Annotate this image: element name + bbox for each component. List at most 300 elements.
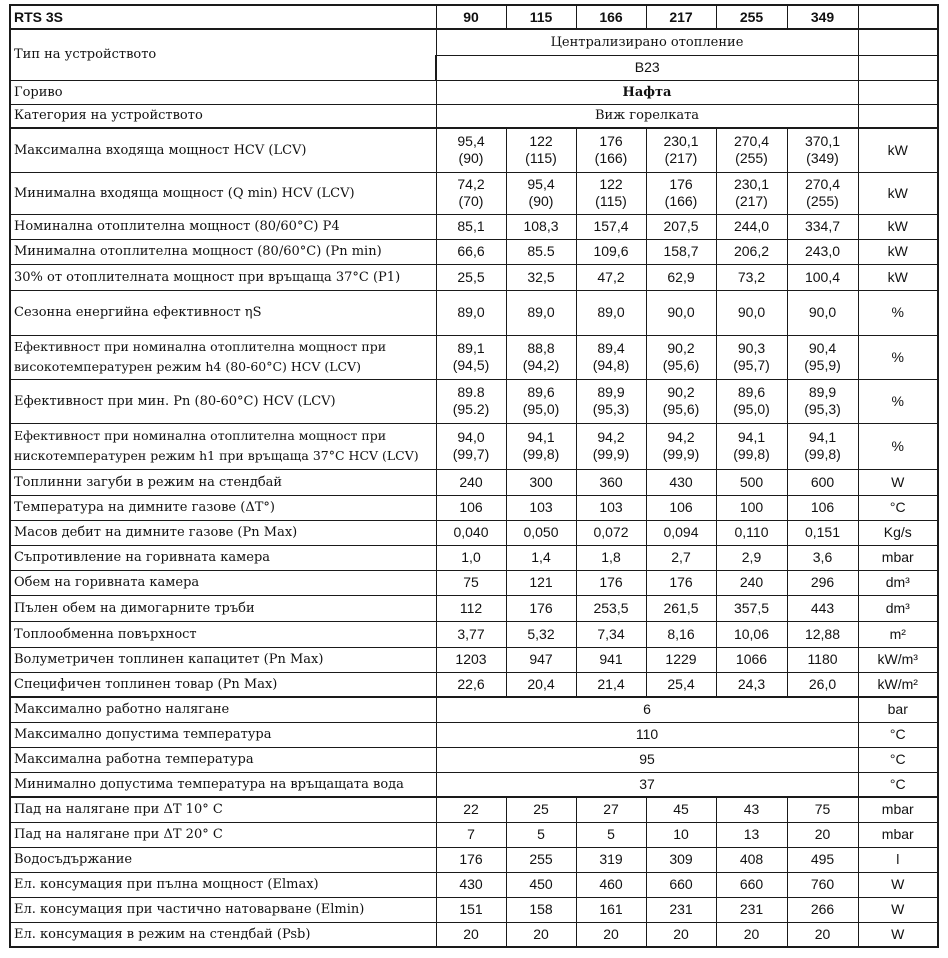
row-label: Съпротивление на горивната камера [10, 545, 436, 570]
value-sub: (255) [806, 193, 839, 209]
value-cell [787, 545, 858, 570]
value-cell [506, 647, 576, 672]
value-cell: 176 [436, 847, 506, 872]
value-cell [506, 335, 576, 379]
value-cell: 450 [506, 872, 576, 897]
value-cell: 10 [646, 822, 716, 847]
unit-cell: °C [858, 495, 938, 520]
value-main: 94,1 [808, 429, 837, 445]
unit-cell: % [858, 423, 938, 469]
value-cell [646, 495, 716, 520]
table-row [10, 104, 938, 128]
value-main: 1,0 [461, 549, 481, 565]
table-row [10, 495, 938, 520]
value-cell [576, 672, 646, 697]
row-label-line1: Ефективност при номинална отоплителна мощност при [14, 339, 387, 354]
unit-cell: kW [858, 172, 938, 214]
row-label: Специфичен топлинен товар (Pn Max) [10, 672, 436, 697]
value-main: 62,9 [667, 268, 695, 285]
value-main: 89,9 [808, 384, 837, 400]
value-cell [576, 290, 646, 335]
unit-cell: kW [858, 239, 938, 264]
size-header: 349 [787, 5, 858, 29]
value-cell [646, 672, 716, 697]
table-row [10, 335, 938, 379]
value-cell [506, 290, 576, 335]
value-sub: (95,3) [804, 401, 841, 417]
value-cell [576, 172, 646, 214]
value-main: 85,1 [457, 218, 485, 234]
value-main: 0,050 [523, 524, 559, 540]
value-cell: 231 [646, 897, 716, 922]
value-cell [576, 595, 646, 621]
value-cell: 430 [436, 872, 506, 897]
value-main: 7,34 [597, 625, 625, 642]
row-label: Минимално допустима температура на връщащата вода [10, 772, 436, 797]
value-cell: 495 [787, 847, 858, 872]
value-cell: 760 [787, 872, 858, 897]
table-row [10, 697, 938, 722]
value-cell [646, 214, 716, 239]
row-label-line2: нискотемпературен режим h1 при връщаща 37°C HCV (LCV) [14, 448, 419, 463]
value-cell: 266 [787, 897, 858, 922]
value-cell: 255 [506, 847, 576, 872]
value-cell: 20 [646, 922, 716, 947]
row-label: Номинална отоплителна мощност (80/60°C) P4 [10, 214, 436, 239]
value-cell [576, 647, 646, 672]
value-cell [646, 335, 716, 379]
value-cell: 25 [506, 797, 576, 822]
table-row [10, 822, 938, 847]
value-main: 122 [599, 176, 623, 192]
value-cell [576, 379, 646, 423]
table-row [10, 847, 938, 872]
value-cell [576, 239, 646, 264]
row-label: Пад на налягане при ΔT 20° C [10, 822, 436, 847]
value-cell [576, 264, 646, 290]
value-main: 1,8 [601, 549, 621, 565]
table-row [10, 545, 938, 570]
value-sub: (255) [735, 150, 768, 167]
value-main: 90,0 [737, 304, 766, 320]
value-sub: (95,6) [662, 357, 700, 373]
row-label: Максимално работно налягане [10, 697, 436, 722]
size-header: 115 [506, 5, 576, 29]
row-label-line2: високотемпературен режим h4 (80-60°C) HCV (LCV) [14, 359, 362, 374]
value-main: 47,2 [597, 268, 625, 285]
value-main: 90,2 [667, 384, 695, 400]
unit-cell [858, 29, 938, 55]
value-cell [576, 495, 646, 520]
value-cell [716, 335, 787, 379]
value-cell [716, 290, 787, 335]
merged-value: Виж горелката [436, 104, 858, 128]
value-main: 8,16 [667, 625, 695, 642]
value-main: 106 [459, 499, 483, 515]
value-cell [436, 647, 506, 672]
value-cell [436, 595, 506, 621]
value-cell: 27 [576, 797, 646, 822]
value-main: 0,094 [663, 524, 699, 540]
value-main: 20,4 [527, 675, 555, 692]
value-cell [716, 621, 787, 647]
merged-value: Централизирано отопление [436, 29, 858, 55]
value-main: 89,0 [527, 304, 555, 320]
value-cell [716, 647, 787, 672]
value-sub: (349) [806, 150, 839, 167]
value-cell: 13 [716, 822, 787, 847]
value-main: 32,5 [527, 268, 555, 285]
value-sub: (94,8) [592, 357, 630, 373]
value-sub: (95,0) [522, 401, 560, 417]
unit-cell: kW [858, 128, 938, 172]
merged-value: 95 [436, 747, 858, 772]
row-label: Минимална входяща мощност (Q min) HCV (LCV) [10, 172, 436, 214]
value-main: 240 [739, 574, 764, 590]
value-main: 1066 [735, 651, 768, 667]
row-label: Гориво [10, 80, 436, 104]
value-sub: (217) [735, 193, 768, 209]
value-main: 90,4 [808, 340, 837, 356]
value-cell: 75 [787, 797, 858, 822]
unit-cell: kW [858, 214, 938, 239]
row-label: Обем на горивната камера [10, 570, 436, 595]
size-header: 166 [576, 5, 646, 29]
value-main: 176 [599, 574, 623, 590]
value-main: 1229 [665, 651, 697, 667]
value-main: 90,2 [667, 340, 695, 356]
value-main: 270,4 [804, 176, 841, 192]
value-cell: 20 [436, 922, 506, 947]
value-cell [436, 128, 506, 172]
unit-cell: W [858, 872, 938, 897]
value-main: 85.5 [527, 243, 555, 259]
value-main: 25,5 [457, 268, 485, 285]
value-cell [436, 423, 506, 469]
value-cell [506, 595, 576, 621]
value-main: 1,4 [531, 549, 551, 565]
table-row [10, 469, 938, 495]
value-main: 21,4 [597, 675, 625, 692]
value-cell [436, 495, 506, 520]
value-cell: 158 [506, 897, 576, 922]
value-cell [506, 214, 576, 239]
value-main: 89,6 [737, 384, 766, 400]
value-sub: (99,8) [804, 446, 841, 462]
value-main: 240 [459, 473, 483, 490]
value-cell [787, 214, 858, 239]
value-main: 176 [669, 176, 693, 192]
value-cell [506, 545, 576, 570]
unit-cell: mbar [858, 822, 938, 847]
unit-cell: l [858, 847, 938, 872]
value-cell [506, 520, 576, 545]
table-row [10, 672, 938, 697]
value-cell [436, 469, 506, 495]
value-cell [506, 264, 576, 290]
value-sub: (95,3) [592, 401, 630, 417]
value-main: 103 [529, 499, 553, 515]
value-main: 360 [599, 473, 623, 490]
value-cell [646, 647, 716, 672]
value-cell: 22 [436, 797, 506, 822]
row-label: Пад на налягане при ΔT 10° C [10, 797, 436, 822]
value-cell [576, 545, 646, 570]
value-cell [787, 128, 858, 172]
value-main: 5,32 [527, 625, 555, 642]
value-cell [436, 172, 506, 214]
row-label: Максимална работна температура [10, 747, 436, 772]
value-cell: 460 [576, 872, 646, 897]
value-main: 90,0 [667, 304, 695, 320]
row-label [10, 335, 436, 379]
value-main: 89,0 [597, 304, 625, 320]
size-header: 217 [646, 5, 716, 29]
value-cell [646, 595, 716, 621]
table-row [10, 239, 938, 264]
table-row [10, 897, 938, 922]
row-label: Ефективност при мин. Pn (80-60°C) HCV (LCV) [10, 379, 436, 423]
value-main: 0,110 [734, 524, 769, 540]
row-label: Категория на устройството [10, 104, 436, 128]
value-main: 3,77 [457, 625, 485, 642]
merged-value: 37 [436, 772, 858, 797]
value-cell [787, 335, 858, 379]
value-main: 22,6 [457, 675, 485, 692]
row-label: Минимална отоплителна мощност (80/60°C) (Pn min) [10, 239, 436, 264]
value-sub: (70) [458, 193, 484, 209]
value-cell [576, 423, 646, 469]
row-label: Волуметричен топлинен капацитет (Pn Max) [10, 647, 436, 672]
table-row [10, 423, 938, 469]
value-cell: 660 [716, 872, 787, 897]
value-main: 243,0 [804, 243, 841, 259]
unit-header [858, 5, 938, 29]
value-main: 157,4 [593, 218, 629, 234]
value-main: 176 [599, 133, 623, 150]
value-main: 12,88 [804, 625, 841, 642]
table-row [10, 797, 938, 822]
value-cell [787, 379, 858, 423]
value-sub: (166) [594, 150, 628, 167]
value-cell: 20 [576, 922, 646, 947]
value-main: 1203 [455, 651, 487, 667]
value-cell: 45 [646, 797, 716, 822]
value-main: 947 [529, 651, 553, 667]
unit-cell: bar [858, 697, 938, 722]
table-row [10, 621, 938, 647]
row-label: Водосъдържание [10, 847, 436, 872]
row-label: Топлинни загуби в режим на стендбай [10, 469, 436, 495]
table-row [10, 520, 938, 545]
value-cell [506, 128, 576, 172]
value-cell [436, 672, 506, 697]
unit-cell: % [858, 290, 938, 335]
row-label: Ел. консумация при пълна мощност (Elmax) [10, 872, 436, 897]
value-main: 94,1 [737, 429, 766, 445]
value-cell [646, 545, 716, 570]
value-cell [646, 621, 716, 647]
size-header: 255 [716, 5, 787, 29]
value-main: 941 [599, 651, 623, 667]
merged-value: B23 [436, 55, 858, 80]
table-row [10, 264, 938, 290]
table-row [10, 172, 938, 214]
value-main: 94,2 [667, 429, 695, 445]
value-cell [646, 172, 716, 214]
row-label: Масов дебит на димните газове (Pn Max) [10, 520, 436, 545]
value-main: 122 [529, 133, 553, 150]
value-main: 3,6 [812, 549, 833, 565]
value-cell: 660 [646, 872, 716, 897]
unit-cell: kW/m³ [858, 647, 938, 672]
row-label: Максимална входяща мощност HCV (LCV) [10, 128, 436, 172]
value-cell: 309 [646, 847, 716, 872]
value-main: 94,2 [597, 429, 625, 445]
value-sub: (95.2) [452, 401, 490, 417]
value-cell [436, 239, 506, 264]
row-label-line1: Ефективност при номинална отоплителна мощност при [14, 428, 387, 443]
value-main: 94,0 [457, 429, 485, 445]
value-main: 244,0 [733, 218, 770, 234]
value-main: 89,1 [457, 340, 485, 356]
unit-cell [858, 80, 938, 104]
value-cell [506, 239, 576, 264]
value-cell [436, 570, 506, 595]
value-cell [506, 672, 576, 697]
value-cell: 231 [716, 897, 787, 922]
value-cell [716, 172, 787, 214]
value-cell [436, 214, 506, 239]
value-cell [716, 239, 787, 264]
value-cell [787, 595, 858, 621]
value-cell [716, 469, 787, 495]
unit-cell: Kg/s [858, 520, 938, 545]
value-cell [787, 672, 858, 697]
unit-cell: mbar [858, 797, 938, 822]
value-cell [436, 520, 506, 545]
value-cell [646, 239, 716, 264]
value-main: 74,2 [457, 176, 485, 192]
value-cell [787, 647, 858, 672]
unit-cell: % [858, 379, 938, 423]
unit-cell [858, 55, 938, 80]
value-main: 89,6 [527, 384, 555, 400]
table-row [10, 214, 938, 239]
value-main: 158,7 [663, 243, 699, 259]
value-main: 207,5 [663, 218, 699, 234]
value-cell: 7 [436, 822, 506, 847]
table-row [10, 772, 938, 797]
value-cell [646, 379, 716, 423]
value-cell [436, 264, 506, 290]
value-sub: (95,0) [733, 401, 770, 417]
value-main: 75 [463, 574, 479, 590]
value-cell [506, 469, 576, 495]
merged-value: Нафта [436, 80, 858, 104]
unit-cell: W [858, 469, 938, 495]
row-label: Ел. консумация при частично натоварване (Elmin) [10, 897, 436, 922]
value-main: 89,9 [597, 384, 625, 400]
value-cell [506, 423, 576, 469]
merged-value: 6 [436, 697, 858, 722]
value-cell [506, 379, 576, 423]
value-main: 176 [529, 599, 553, 616]
row-label: Топлообменна повърхност [10, 621, 436, 647]
value-cell [646, 520, 716, 545]
value-cell [716, 570, 787, 595]
value-main: 26,0 [808, 675, 837, 692]
unit-cell: kW/m² [858, 672, 938, 697]
row-label [10, 423, 436, 469]
value-main: 95,4 [527, 176, 555, 192]
value-cell [646, 128, 716, 172]
value-cell [436, 621, 506, 647]
table-row [10, 379, 938, 423]
value-cell [436, 379, 506, 423]
value-main: 230,1 [733, 176, 770, 192]
value-main: 0,151 [804, 524, 841, 540]
value-sub: (90) [458, 150, 484, 167]
value-cell [506, 495, 576, 520]
value-main: 296 [810, 574, 835, 590]
value-cell [787, 570, 858, 595]
unit-cell: dm³ [858, 595, 938, 621]
value-main: 253,5 [593, 599, 629, 616]
value-cell [436, 290, 506, 335]
value-main: 66,6 [457, 243, 485, 259]
value-main: 106 [810, 499, 835, 515]
value-main: 89,4 [597, 340, 625, 356]
value-main: 300 [529, 473, 553, 490]
table-row [10, 595, 938, 621]
value-cell [787, 172, 858, 214]
value-cell [646, 290, 716, 335]
unit-cell: kW [858, 264, 938, 290]
table-row [10, 872, 938, 897]
value-cell [646, 469, 716, 495]
value-cell [576, 214, 646, 239]
table-row [10, 747, 938, 772]
value-cell [716, 423, 787, 469]
value-main: 430 [669, 473, 693, 490]
value-cell [716, 545, 787, 570]
value-main: 95,4 [457, 133, 485, 150]
value-main: 89.8 [457, 384, 485, 400]
table-row [10, 29, 938, 55]
value-main: 90,0 [808, 304, 837, 320]
value-main: 357,5 [733, 599, 770, 616]
value-cell [506, 570, 576, 595]
value-main: 90,3 [737, 340, 766, 356]
value-main: 108,3 [523, 218, 559, 234]
value-cell [646, 570, 716, 595]
value-cell [646, 264, 716, 290]
value-cell [787, 469, 858, 495]
value-sub: (99,8) [733, 446, 770, 462]
value-sub: (99,9) [662, 446, 700, 462]
value-cell: 5 [576, 822, 646, 847]
row-label: Максимално допустима температура [10, 722, 436, 747]
value-cell [436, 335, 506, 379]
unit-cell: W [858, 922, 938, 947]
value-sub: (115) [525, 150, 557, 167]
size-header: 90 [436, 5, 506, 29]
value-main: 2,9 [741, 549, 762, 565]
model-title: RTS 3S [10, 5, 436, 29]
value-sub: (94,2) [522, 357, 560, 373]
value-cell [506, 621, 576, 647]
